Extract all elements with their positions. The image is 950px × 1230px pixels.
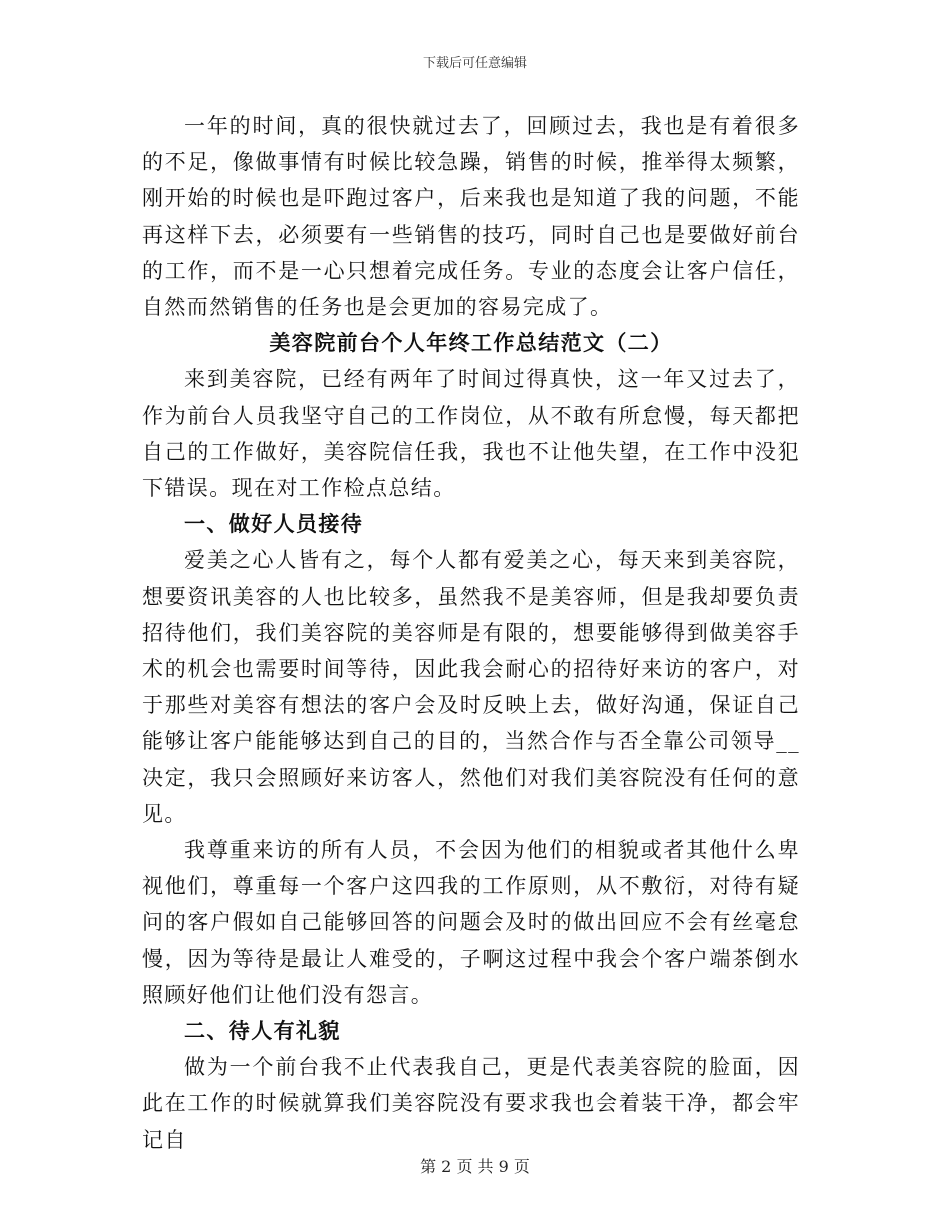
heading-1: 一、做好人员接待 bbox=[184, 512, 364, 537]
page-footer: 第 2 页 共 9 页 bbox=[420, 1157, 530, 1176]
section-title: 美容院前台个人年终工作总结范文（二） bbox=[269, 331, 673, 356]
paragraph-3: 爱美之心人皆有之，每个人都有爱美之心，每天来到美容院，想要资讯美容的人也比较多，虽然我不是美容师，但是我却要负责招待他们，我们美容院的美容师是有限的，想要能够得到做美容手术的机会也需要时间等待，因此我会耐心的招待好来访的客户，对于那些对美容有想法的客户会及时反映上去，做好沟通，保证自己能够让客户能能够达到自己的目的，当然合作与否全靠公司领导__决定，我只会照顾好来访客人，然他们对我们美容院没有任何的意见。 bbox=[142, 548, 800, 826]
paragraph-4: 我尊重来访的所有人员，不会因为他们的相貌或者其他什么卑视他们，尊重每一个客户这四我的工作原则，从不敷衍，对待有疑问的客户假如自己能够回答的问题会及时的做出回应不会有丝毫怠慢，因为等待是最让人难受的，子啊这过程中我会个客户端茶倒水照顾好他们让他们没有怨言。 bbox=[142, 838, 800, 1007]
paragraph-5: 做为一个前台我不止代表我自己，更是代表美容院的脸面，因此在工作的时候就算我们美容院没有要求我也会着装干净，都会牢记自 bbox=[142, 1055, 800, 1152]
heading-2: 二、待人有礼貌 bbox=[184, 1019, 341, 1044]
page-header: 下载后可任意编辑 bbox=[422, 56, 527, 71]
paragraph-1: 一年的时间，真的很快就过去了，回顾过去，我也是有着很多的不足，像做事情有时候比较急躁，销售的时候，推举得太频繁，刚开始的时候也是吓跑过客户，后来我也是知道了我的问题，不能再这样下去，必须要有一些销售的技巧，同时自己也是要做好前台的工作，而不是一心只想着完成任务。专业的态度会让客户信任，自然而然销售的任务也是会更加的容易完成了。 bbox=[142, 114, 800, 320]
paragraph-2: 来到美容院，已经有两年了时间过得真快，这一年又过去了，作为前台人员我坚守自己的工作岗位，从不敢有所怠慢，每天都把自己的工作做好，美容院信任我，我也不让他失望，在工作中没犯下错误。现在对工作检点总结。 bbox=[142, 367, 800, 501]
document-body bbox=[142, 108, 800, 1158]
